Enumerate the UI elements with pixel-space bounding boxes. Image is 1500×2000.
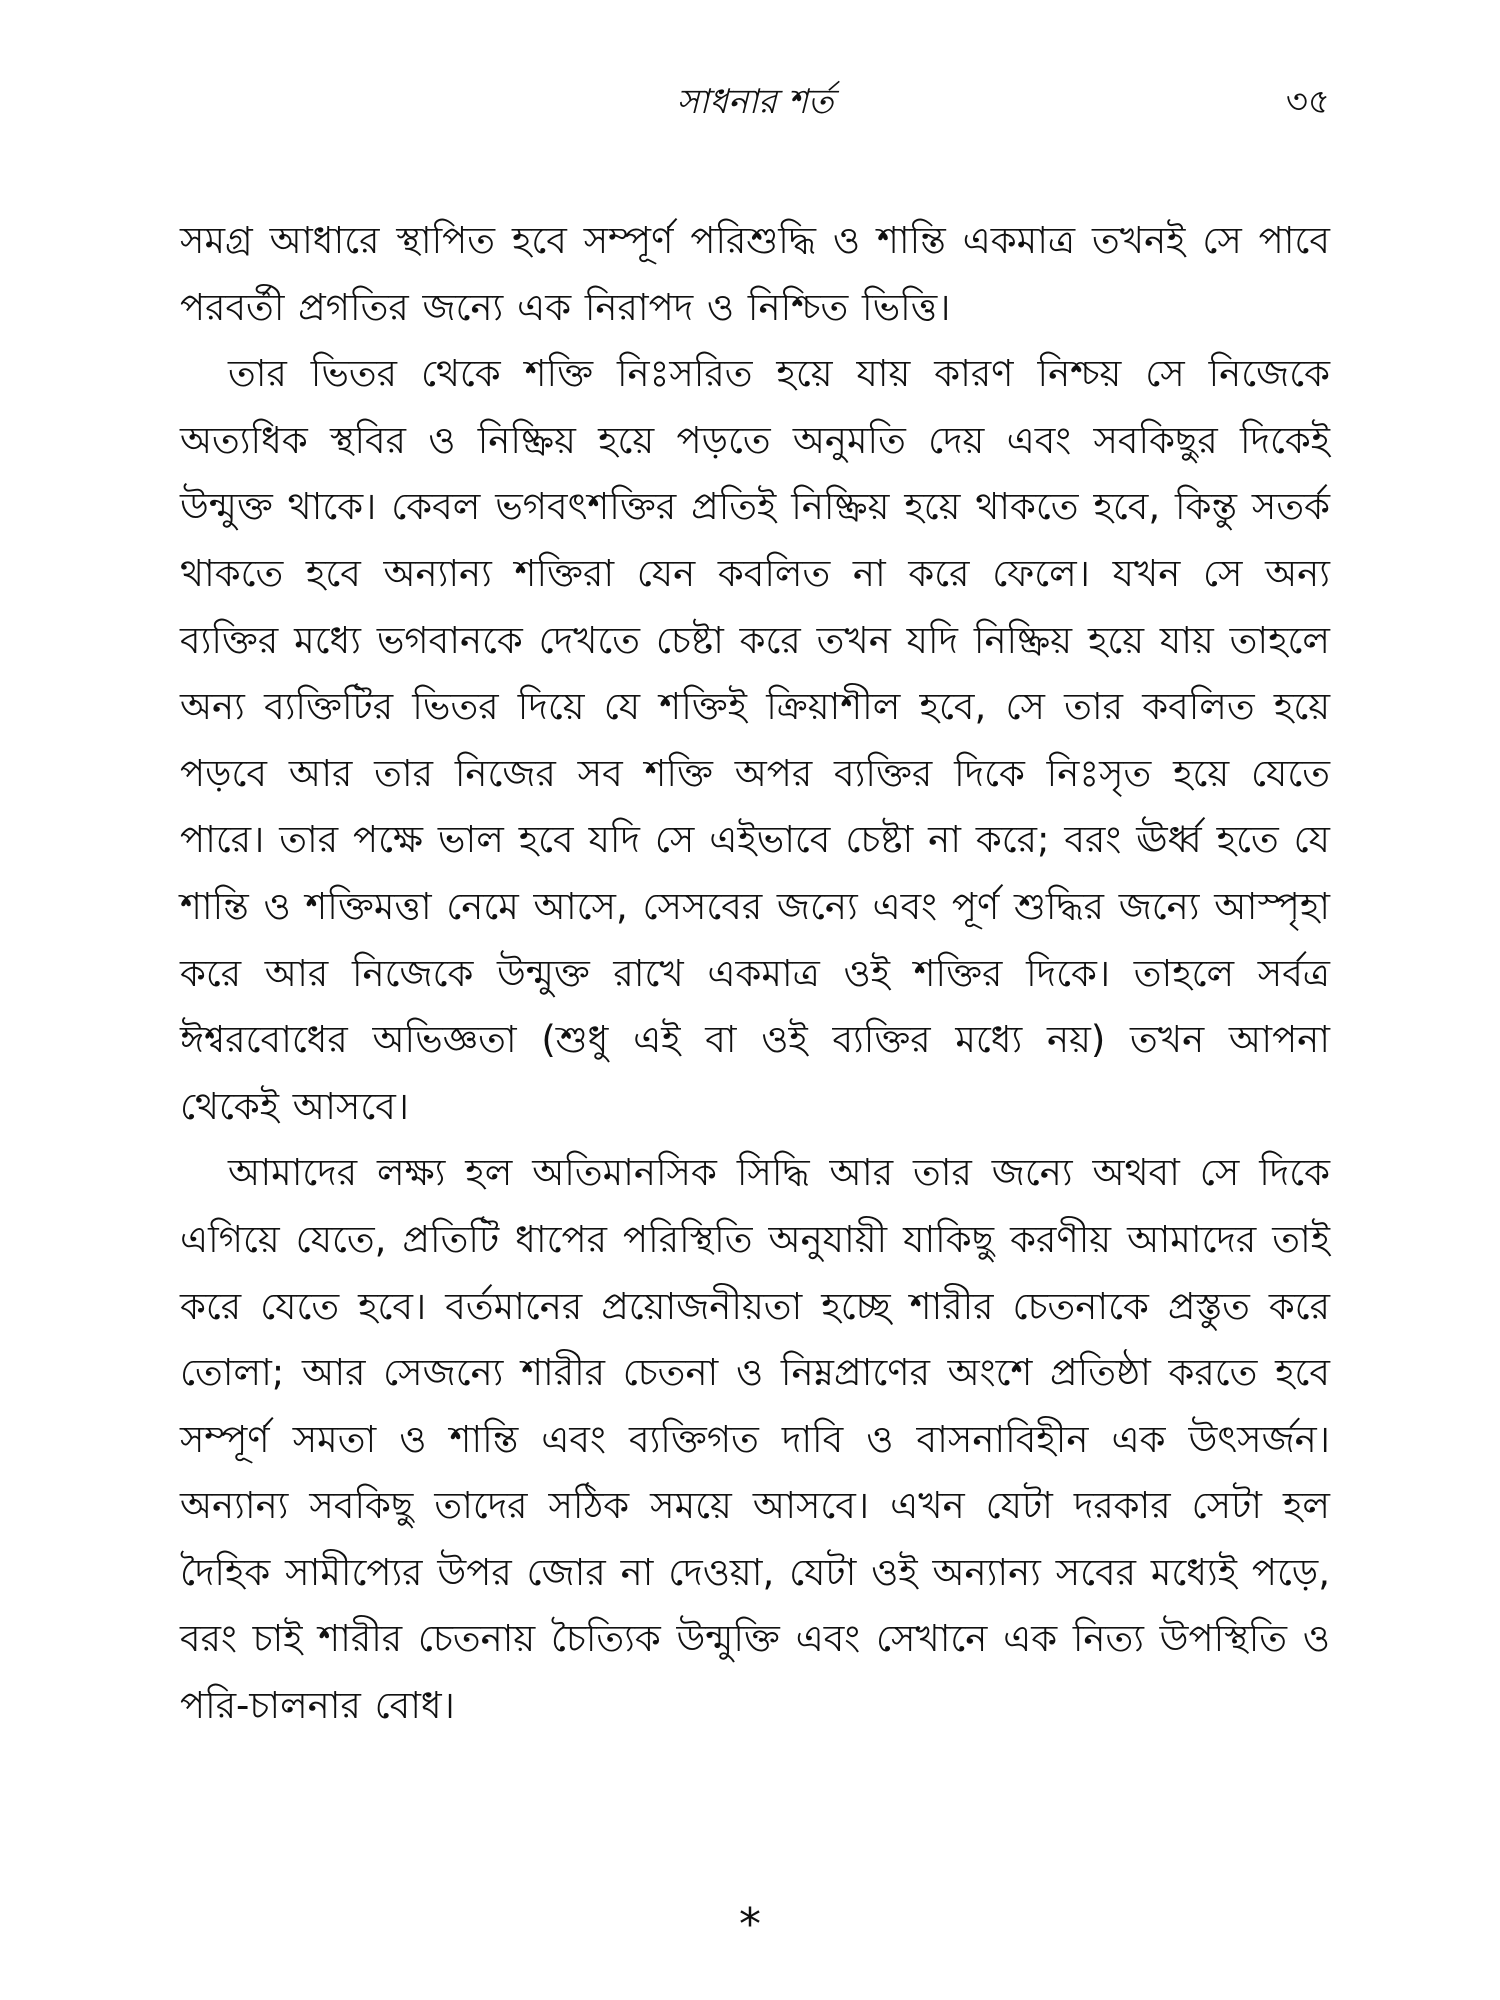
section-divider-asterisk: * bbox=[739, 1899, 761, 1950]
body-text bbox=[180, 208, 1330, 1740]
running-title: সাধনার শর্ত bbox=[676, 82, 834, 122]
paragraph-3: আমাদের লক্ষ্য হল অতিমানসিক সিদ্ধি আর তার জন্যে অথবা সে দিকে এগিয়ে যেতে, প্রতিটি ধাপের পরিস্থিতি অনুযায়ী যাকিছু করণীয় আমাদের তাই করে যেতে হবে। বর্তমানের প্রয়োজনীয়তা হচ্ছে শারীর চেতনাকে প্রস্তুত করে তোলা; আর সেজন্যে শারীর চেতনা ও নিম্নপ্রাণের অংশে প্রতিষ্ঠা করতে হবে সম্পূর্ণ সমতা ও শান্তি এবং ব্যক্তিগত দাবি ও বাসনাবিহীন এক উৎসর্জন। অন্যান্য সবকিছু তাদের সঠিক সময়ে আসবে। এখন যেটা দরকার সেটা হল দৈহিক সামীপ্যের উপর জোর না দেওয়া, যেটা ওই অন্যান্য সবের মধ্যেই পড়ে, বরং চাই শারীর চেতনায় চৈত্যিক উন্মুক্তি এবং সেখানে এক নিত্য উপস্থিতি ও পরি-চালনার বোধ। bbox=[180, 1151, 1330, 1728]
paragraph-1: সমগ্র আধারে স্থাপিত হবে সম্পূর্ণ পরিশুদ্ধি ও শান্তি একমাত্র তখনই সে পাবে পরবর্তী প্রগতির জন্যে এক নিরাপদ ও নিশ্চিত ভিত্তি। bbox=[180, 219, 1330, 329]
page-number: ৩৫ bbox=[1285, 82, 1330, 122]
running-header bbox=[180, 72, 1330, 132]
paragraph-2: তার ভিতর থেকে শক্তি নিঃসরিত হয়ে যায় কারণ নিশ্চয় সে নিজেকে অত্যধিক স্থবির ও নিষ্ক্রিয় হয়ে পড়তে অনুমতি দেয় এবং সবকিছুর দিকেই উন্মুক্ত থাকে। কেবল ভগবৎশক্তির প্রতিই নিষ্ক্রিয় হয়ে থাকতে হবে, কিন্তু সতর্ক থাকতে হবে অন্যান্য শক্তিরা যেন কবলিত না করে ফেলে। যখন সে অন্য ব্যক্তির মধ্যে ভগবানকে দেখতে চেষ্টা করে তখন যদি নিষ্ক্রিয় হয়ে যায় তাহলে অন্য ব্যক্তিটির ভিতর দিয়ে যে শক্তিই ক্রিয়াশীল হবে, সে তার কবলিত হয়ে পড়বে আর তার নিজের সব শক্তি অপর ব্যক্তির দিকে নিঃসৃত হয়ে যেতে পারে। তার পক্ষে ভাল হবে যদি সে এইভাবে চেষ্টা না করে; বরং ঊর্ধ্ব হতে যে শান্তি ও শক্তিমত্তা নেমে আসে, সেসবের জন্যে এবং পূর্ণ শুদ্ধির জন্যে আস্পৃহা করে আর নিজেকে উন্মুক্ত রাখে একমাত্র ওই শক্তির দিকে। তাহলে সর্বত্র ঈশ্বরবোধের অভিজ্ঞতা (শুধু এই বা ওই ব্যক্তির মধ্যে নয়) তখন আপনা থেকেই আসবে। bbox=[180, 352, 1330, 1128]
